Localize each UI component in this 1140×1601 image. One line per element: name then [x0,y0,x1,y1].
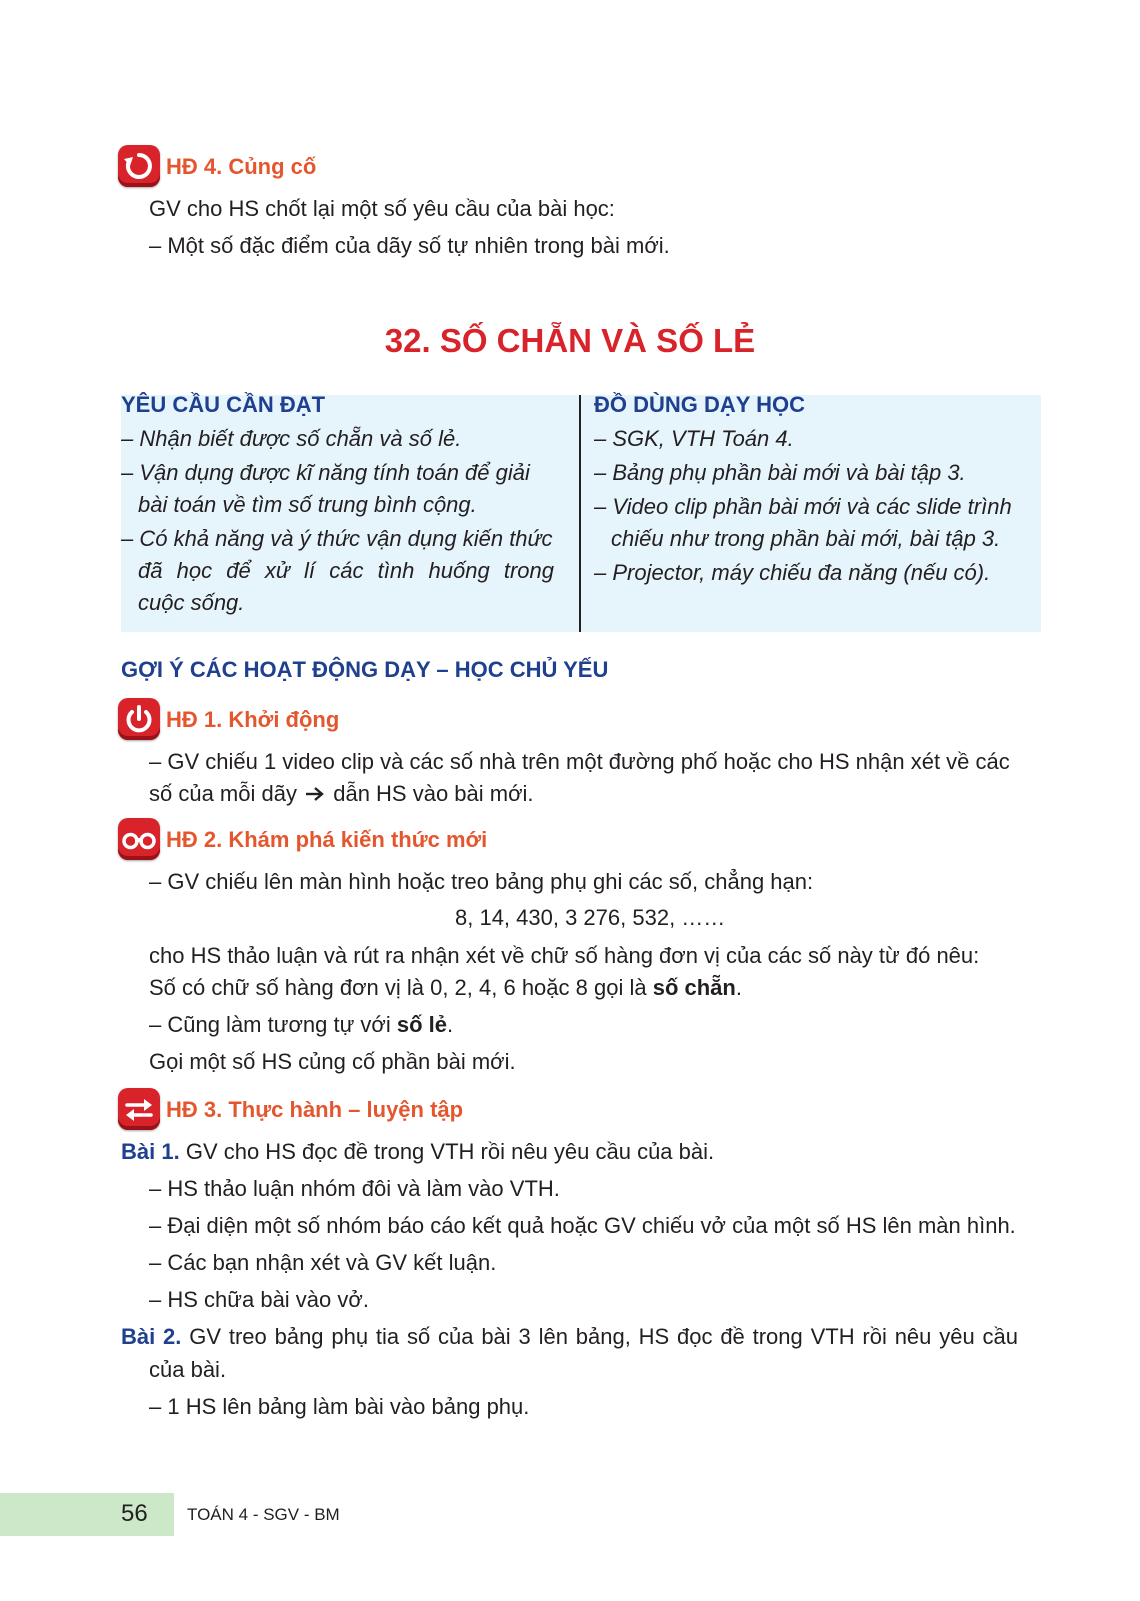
footer-book-title: TOÁN 4 - SGV - BM [187,1505,340,1524]
swap-arrows-icon [118,1088,160,1130]
hd2-line-4-text: Số có chữ số hàng đơn vị là 0, 2, 4, 6 hoặc 8 gọi là [149,975,653,1000]
hd1-line-2-text-b: dẫn HS vào bài mới. [333,781,534,806]
hd2-line-5-text: – Cũng làm tương tự với [149,1012,397,1037]
bai1-label: Bài 1. [121,1139,180,1164]
bai1-step: – HS thảo luận nhóm đôi và làm vào VTH. [149,1176,560,1201]
activities-heading: GỢI Ý CÁC HOẠT ĐỘNG DẠY – HỌC CHỦ YẾU [121,657,609,682]
requirement-line: đã học để xử lí các tình huống trong [138,558,554,583]
hd2-line-6: Gọi một số HS củng cố phần bài mới. [149,1049,516,1074]
requirement-line: – Nhận biết được số chẵn và số lẻ. [121,426,462,451]
bai1-step: – Các bạn nhận xét và GV kết luận. [149,1250,497,1275]
requirement-line: – Có khả năng và ý thức vận dụng kiến thức [121,526,553,551]
period: . [735,975,742,1000]
bai1-line [121,1137,714,1167]
footer-band [0,1493,174,1536]
hd4-heading: HĐ 4. Củng cố [166,154,317,179]
material-line: – Bảng phụ phần bài mới và bài tập 3. [594,460,966,485]
materials-heading: ĐỒ DÙNG DẠY HỌC [594,392,806,417]
material-line: chiếu như trong phần bài mới, bài tập 3. [611,526,1001,551]
hd2-line-3: cho HS thảo luận và rút ra nhận xét về chữ số hàng đơn vị của các số này từ đó nêu: [149,943,980,968]
bai2-line [121,1322,1018,1352]
material-line: – Video clip phần bài mới và các slide trình [594,494,1012,519]
material-line: – Projector, máy chiếu đa năng (nếu có). [594,560,991,585]
hd2-line-4 [149,973,742,1003]
hd1-line-1: – GV chiếu 1 video clip và các số nhà trên một đường phố hoặc cho HS nhận xét về các [149,749,1010,774]
requirement-line: – Vận dụng được kĩ năng tính toán để giải [121,460,530,485]
requirements-heading: YÊU CẦU CẦN ĐẠT [121,392,326,417]
refresh-icon [118,145,160,187]
bai2-step: – 1 HS lên bảng làm bài vào bảng phụ. [149,1394,530,1419]
material-line: – SGK, VTH Toán 4. [594,426,794,451]
bai2-text: GV treo bảng phụ tia số của bài 3 lên bảng, HS đọc đề trong VTH rồi nêu yêu cầu [189,1324,1018,1349]
hd3-heading: HĐ 3. Thực hành – luyện tập [166,1097,464,1122]
requirement-line: cuộc sống. [138,590,245,615]
hd4-line-2: – Một số đặc điểm của dãy số tự nhiên trong bài mới. [149,233,670,258]
lesson-title: 32. SỐ CHẴN VÀ SỐ LẺ [384,322,756,359]
term-so-le: số lẻ [396,1012,447,1037]
hd2-line-1: – GV chiếu lên màn hình hoặc treo bảng phụ ghi các số, chẳng hạn: [149,869,814,894]
bai1-step: – HS chữa bài vào vở. [149,1287,369,1312]
period: . [446,1012,454,1037]
hd2-line-5 [149,1010,453,1040]
hd1-line-2-text: số của mỗi dãy [149,781,297,806]
bai2-cont: của bài. [149,1357,227,1382]
hd1-line-2 [149,779,534,809]
bai2-label: Bài 2. [121,1324,182,1349]
requirement-line: bài toán về tìm số trung bình cộng. [138,492,477,517]
arrow-right-icon [305,786,325,802]
binoculars-icon [118,818,160,860]
hd2-heading: HĐ 2. Khám phá kiến thức mới [166,827,488,852]
hd2-numbers: 8, 14, 430, 3 276, 532, …… [455,905,726,930]
term-so-chan: số chẵn [652,975,736,1000]
bai1-text: GV cho HS đọc đề trong VTH rồi nêu yêu cầu của bài. [185,1139,715,1164]
page-number: 56 [121,1500,148,1527]
power-icon [118,698,160,740]
column-divider [579,395,581,632]
hd4-line-1: GV cho HS chốt lại một số yêu cầu của bài học: [149,196,615,221]
bai1-step: – Đại diện một số nhóm báo cáo kết quả hoặc GV chiếu vở của một số HS lên màn hình. [149,1213,1016,1238]
hd1-heading: HĐ 1. Khởi động [166,707,340,732]
